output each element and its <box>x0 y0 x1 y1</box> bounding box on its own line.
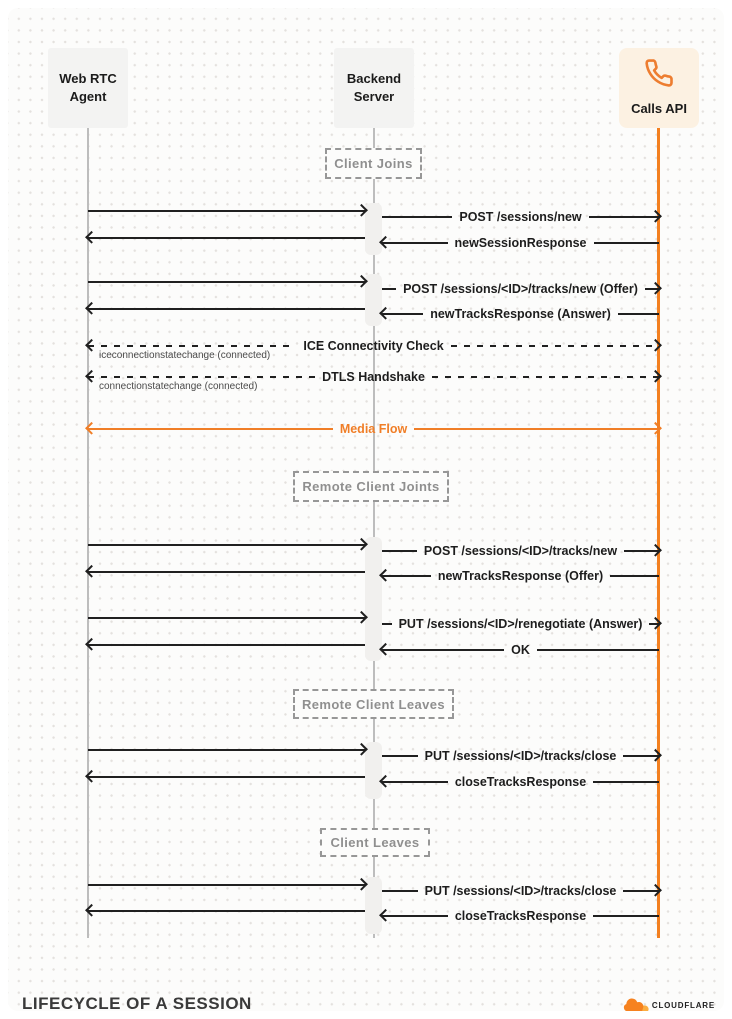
arrow-line <box>382 288 396 291</box>
message-arrow <box>88 558 365 586</box>
brand-lockup <box>623 998 715 1011</box>
arrow-line <box>382 649 504 652</box>
arrow-line <box>537 649 659 652</box>
arrowhead-left-icon <box>379 236 392 249</box>
arrow-line <box>88 281 365 284</box>
message-arrow <box>88 295 365 323</box>
message-label: ICE Connectivity Check <box>303 339 444 353</box>
message-arrow <box>382 636 659 664</box>
arrowhead-left-icon <box>85 904 98 917</box>
arrowhead-left-icon <box>379 569 392 582</box>
message-arrow <box>382 229 659 257</box>
arrowhead-left-icon <box>379 909 392 922</box>
phone-icon <box>644 58 674 93</box>
arrowhead-left-icon <box>379 775 392 788</box>
arrow-line <box>382 623 392 626</box>
message-label: POST /sessions/<ID>/tracks/new (Offer) <box>403 282 638 296</box>
message-arrow <box>88 604 365 632</box>
section-label-text: Client Leaves <box>330 835 420 850</box>
message-arrow <box>382 610 659 638</box>
actor-box-webrtc-agent <box>48 48 128 128</box>
arrow-line <box>414 428 659 431</box>
arrow-line <box>88 428 333 431</box>
message-arrow <box>382 768 659 796</box>
section-label-text: Client Joins <box>334 156 413 171</box>
message-label: newTracksResponse (Offer) <box>437 569 604 583</box>
message-arrow <box>382 537 659 565</box>
arrowhead-left-icon <box>85 770 98 783</box>
arrowhead-left-icon <box>85 565 98 578</box>
arrow-line <box>88 308 365 311</box>
arrow-line <box>382 755 418 758</box>
arrow-line <box>382 890 418 893</box>
arrowhead-left-icon <box>85 302 98 315</box>
event-callback-text: connectionstatechange (connected) <box>99 381 258 392</box>
message-arrow <box>88 763 365 791</box>
activation-bar <box>365 742 382 799</box>
message-arrow <box>88 897 365 925</box>
message-arrow <box>382 562 659 590</box>
arrowhead-left-icon <box>379 643 392 656</box>
message-label: closeTracksResponse <box>454 775 587 789</box>
message-label: DTLS Handshake <box>322 370 425 384</box>
cloudflare-logo-icon <box>623 998 649 1011</box>
arrow-line <box>593 915 659 918</box>
actor-label: Calls API <box>631 101 687 117</box>
activation-bar <box>365 274 382 326</box>
message-arrow <box>382 877 659 905</box>
arrow-line <box>432 376 659 379</box>
actor-label: Backend Server <box>346 71 402 104</box>
activation-bar <box>365 203 382 255</box>
message-arrow <box>382 275 659 303</box>
message-arrow <box>88 736 365 764</box>
section-label <box>325 148 422 179</box>
message-label: newTracksResponse (Answer) <box>430 307 611 321</box>
message-label: POST /sessions/<ID>/tracks/new <box>423 544 618 558</box>
message-arrow <box>88 224 365 252</box>
arrow-line <box>618 313 659 316</box>
arrow-line <box>610 575 659 578</box>
message-arrow <box>88 363 659 391</box>
event-callback-text: iceconnectionstatechange (connected) <box>99 350 271 361</box>
message-arrow <box>88 268 365 296</box>
message-arrow <box>88 332 659 360</box>
arrow-line <box>88 544 365 547</box>
arrow-line <box>88 237 365 240</box>
arrow-line <box>451 345 659 348</box>
message-label: newSessionResponse <box>454 236 587 250</box>
message-label: OK <box>511 643 530 657</box>
message-arrow <box>88 531 365 559</box>
arrow-line <box>88 776 365 779</box>
section-label <box>293 471 449 502</box>
arrow-line <box>88 617 365 620</box>
arrowhead-left-icon <box>85 638 98 651</box>
arrow-line <box>88 644 365 647</box>
actor-box-calls-api <box>619 48 699 128</box>
arrow-line <box>382 550 417 553</box>
arrow-line <box>88 210 365 213</box>
arrowhead-left-icon <box>85 422 98 435</box>
brand-name: CLOUDFLARE <box>651 1001 715 1010</box>
message-arrow <box>382 300 659 328</box>
message-label: POST /sessions/new <box>459 210 582 224</box>
message-arrow <box>88 197 365 225</box>
diagram-title: LIFECYCLE OF A SESSION <box>22 994 252 1011</box>
message-label: closeTracksResponse <box>454 909 587 923</box>
section-label <box>320 828 430 857</box>
message-arrow <box>88 631 365 659</box>
arrowhead-left-icon <box>85 370 98 383</box>
message-label: PUT /sessions/<ID>/tracks/close <box>424 749 617 763</box>
arrow-line <box>382 216 452 219</box>
arrow-line <box>88 376 315 379</box>
message-label: PUT /sessions/<ID>/tracks/close <box>424 884 617 898</box>
arrow-line <box>88 571 365 574</box>
arrow-line <box>88 345 296 348</box>
arrow-line <box>88 884 365 887</box>
message-arrow <box>88 415 659 443</box>
message-arrow <box>88 871 365 899</box>
activation-bar <box>365 537 382 661</box>
section-label-text: Remote Client Leaves <box>301 696 446 712</box>
message-arrow <box>382 203 659 231</box>
arrowhead-left-icon <box>379 307 392 320</box>
arrowhead-left-icon <box>85 339 98 352</box>
message-label: Media Flow <box>339 422 408 436</box>
actor-label: Web RTC Agent <box>59 71 117 104</box>
diagram-canvas <box>8 8 724 1011</box>
arrow-line <box>594 242 660 245</box>
message-label: PUT /sessions/<ID>/renegotiate (Answer) <box>398 617 643 631</box>
section-label <box>293 689 454 719</box>
activation-bar <box>365 877 382 934</box>
message-arrow <box>382 902 659 930</box>
section-label-text: Remote Client Joints <box>302 479 440 494</box>
arrow-line <box>593 781 659 784</box>
actor-box-backend-server <box>334 48 414 128</box>
message-arrow <box>382 742 659 770</box>
arrowhead-left-icon <box>85 231 98 244</box>
arrow-line <box>88 749 365 752</box>
arrow-line <box>88 910 365 913</box>
